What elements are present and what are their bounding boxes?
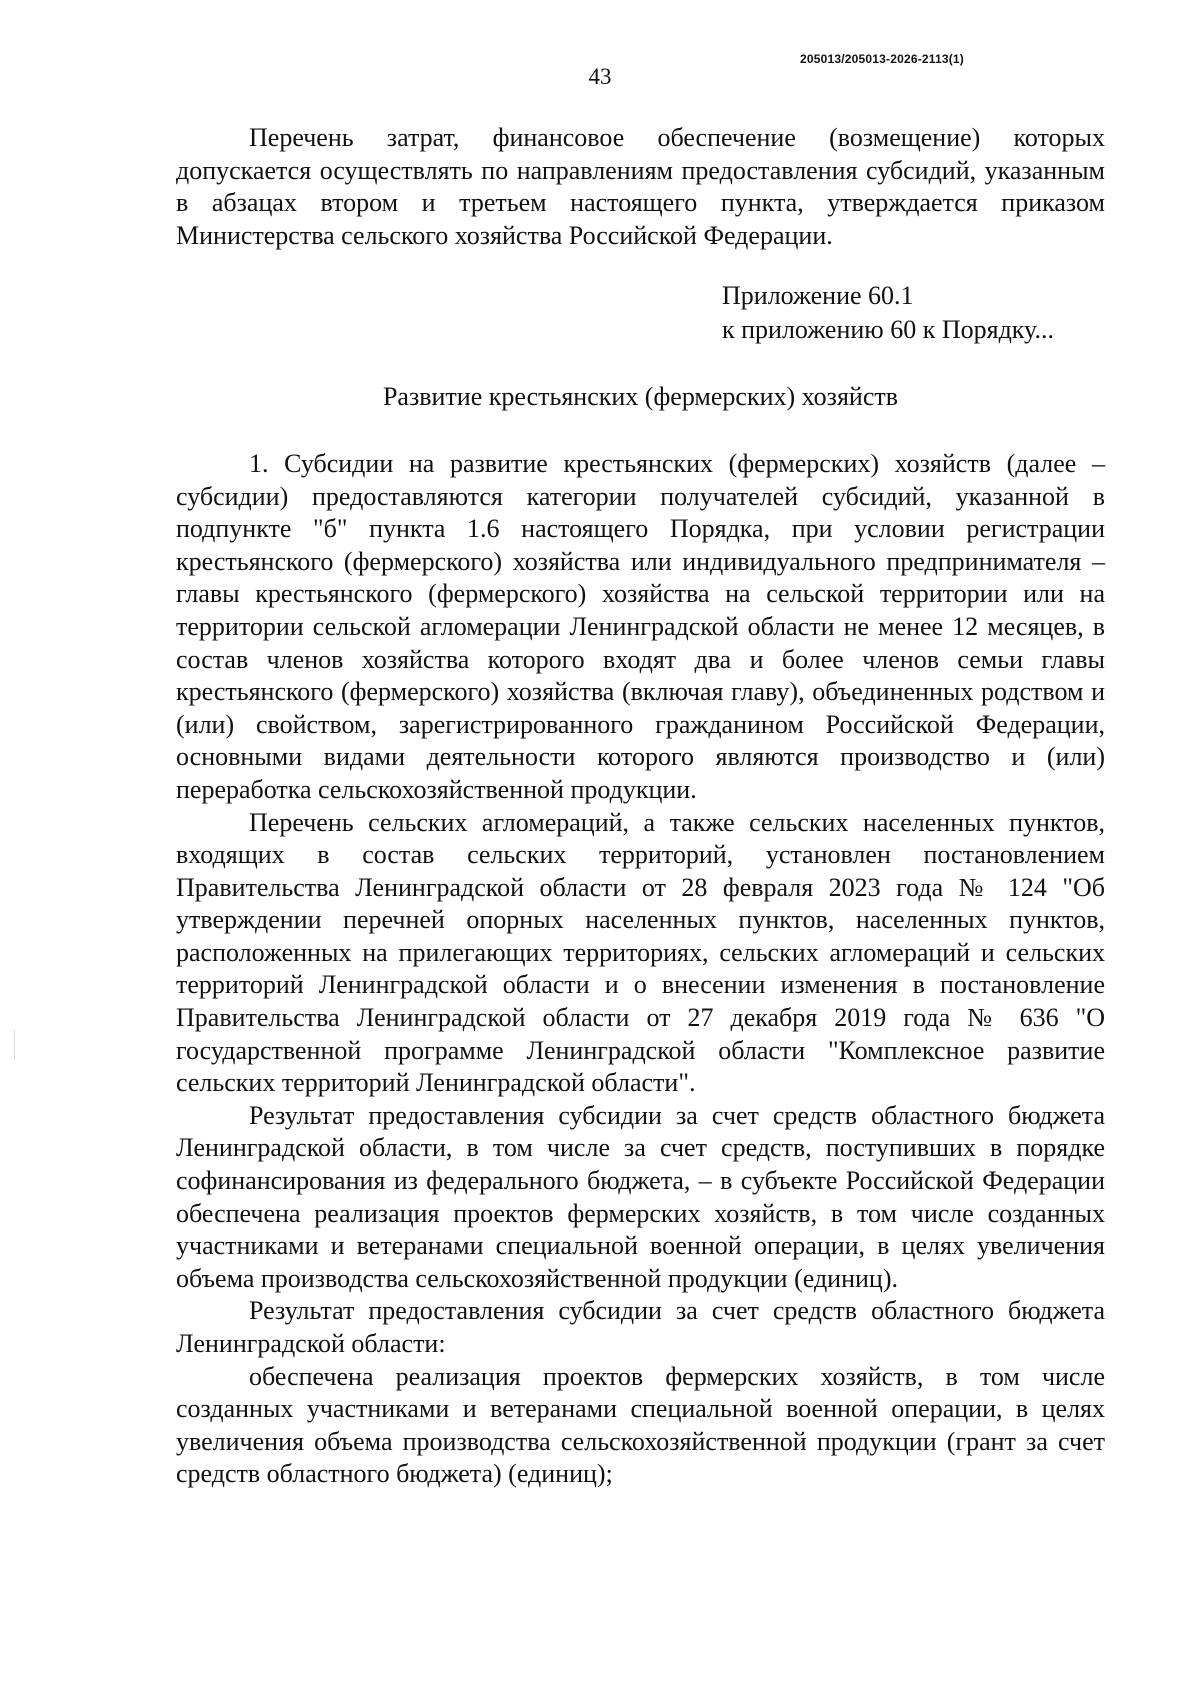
intro-paragraph: Перечень затрат, финансовое обеспечение (возмещение) которых допускается осуществлять по направлениям предоставления субсидий, указанным в абзацах втором и третьем настоящего пункта, утверждается приказом Министерства сельского хозяйства Российской Федерации. [176,123,1105,250]
paragraph-subsidy-conditions: 1. Субсидии на развитие крестьянских (фермерских) хозяйств (далее – субсидии) предоставляются категории получателей субсидий, указанной в подпункте "б" пункта 1.6 настоящего Порядка, при условии регистрации крестьянского (фермерского) хозяйства или индивидуального предпринимателя – главы крестьянского (фермерского) хозяйства на сельской территории или на территории сельской агломерации Ленинградской области не менее 12 месяцев, в состав членов хозяйства которого входят два и более членов семьи главы крестьянского (фермерского) хозяйства (включая главу), объединенных родством и (или) свойством, зарегистрированного гражданином Российской Федерации, основными видами деятельности которого являются производство и (или) переработка сельскохозяйственной продукции. [176,448,1105,804]
page-number: 43 [588,64,612,89]
paragraph-result-federal: Результат предоставления субсидии за счет средств областного бюджета Ленинградской области, в том числе за счет средств, поступивших в порядке софинансирования из федерального бюджета, – в субъекте Российской Федерации обеспечена реализация проектов фермерских хозяйств, в том числе созданных участниками и ветеранами специальной военной операции, в целях увеличения объема производства сельскохозяйственной продукции (единиц). [176,1100,1105,1293]
paragraph-agglomerations-list: Перечень сельских агломераций, а также сельских населенных пунктов, входящих в состав сельских территорий, установлен постановлением Правительства Ленинградской области от 28 февраля 2023 года № 124 "Об утверждении перечней опорных населенных пунктов, населенных пунктов, расположенных на прилегающих территориях, сельских агломераций и сельских территорий Ленинградской области и о внесении изменения в постановление Правительства Ленинградской области от 27 декабря 2019 года № 636 "О государственной программе Ленинградской области "Комплексное развитие сельских территорий Ленинградской области". [176,807,1105,1098]
document-body [176,122,1105,1491]
appendix-reference [722,279,1105,347]
scan-margin-mark [14,1030,15,1060]
paragraph-result-regional: Результат предоставления субсидии за счет средств областного бюджета Ленинградской области: [176,1296,1105,1358]
paragraph-result-item: обеспечена реализация проектов фермерских хозяйств, в том числе созданных участниками и ветеранами специальной военной операции, в целях увеличения объема производства сельскохозяйственной продукции (грант за счет средств областного бюджета) (единиц); [176,1361,1105,1489]
appendix-line-2: к приложению 60 к Порядку... [722,315,1054,345]
section-title: Развитие крестьянских (фермерских) хозяйств [382,382,899,412]
document-registration-code: 205013/205013-2026-2113(1) [800,52,965,66]
appendix-line-1: Приложение 60.1 [722,281,914,311]
